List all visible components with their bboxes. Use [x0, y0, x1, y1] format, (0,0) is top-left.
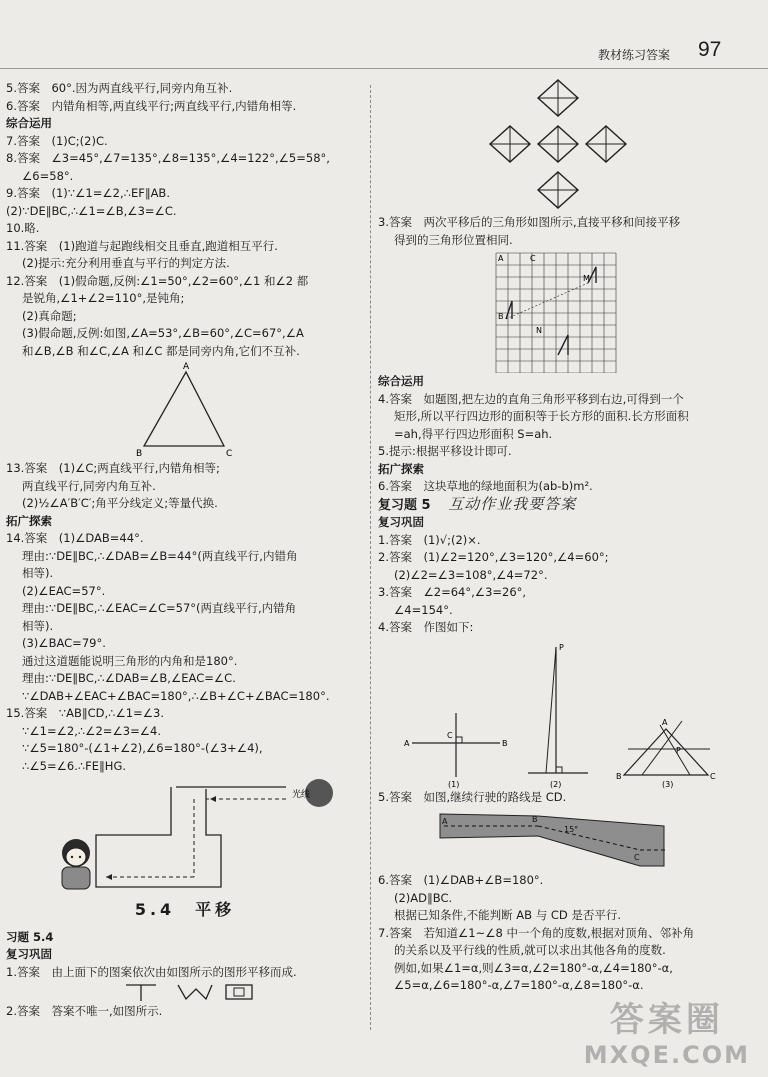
answer-line: 14.答案 (1)∠DAB=44°.: [6, 531, 144, 545]
grid-label-n: N: [536, 326, 542, 335]
answer-line: (2)½∠A′B′C′;角平分线定义;等量代换.: [22, 496, 218, 510]
construction-figure: [378, 637, 744, 789]
vertex-a: A: [183, 362, 190, 372]
answer-line: (3)∠BAC=79°.: [22, 636, 106, 650]
answer-line: 6.答案 (1)∠DAB+∠B=180°.: [378, 873, 544, 887]
boy-illustration: [62, 839, 90, 889]
answer-line: ∠6=58°.: [22, 168, 74, 183]
answer-line: ∵∠DAB+∠EAC+∠BAC=180°,∴∠B+∠C+∠BAC=180°.: [22, 688, 330, 703]
answer-line: 5.答案 60°.因为两直线平行,同旁内角互补.: [6, 81, 233, 95]
answer-line: 矩形,所以平行四边形的面积等于长方形的面积.长方形面积: [394, 409, 689, 423]
watermark-bottom: MXQE.COM: [583, 1041, 750, 1069]
road-label-a: A: [442, 817, 448, 826]
road-label-c: C: [634, 853, 640, 862]
answer-line: 3.答案 ∠2=64°,∠3=26°,: [378, 585, 527, 599]
grid-label-m: M: [583, 274, 590, 283]
translation-grid-figure: [378, 249, 744, 373]
answer-line: 例如,如果∠1=α,则∠3=α,∠2=180°-α,∠4=180°-α,: [394, 960, 673, 975]
answer-line: 得到的三角形位置相同.: [394, 232, 513, 247]
answer-line: ∴∠5=∠6.∴FE∥HG.: [22, 758, 127, 773]
answer-line: ∠4=154°.: [394, 602, 453, 617]
review-heading: 复习题 5: [378, 497, 431, 513]
fig2-caption: (2): [550, 779, 562, 789]
answer-line: 理由:∵DE∥BC,∴∠DAB=∠B,∠EAC=∠C.: [22, 671, 236, 685]
diamond-tile: [538, 172, 578, 208]
answer-line: (2)∠EAC=57°.: [22, 583, 106, 598]
light-path-figure: [6, 775, 364, 893]
answer-line: (2)∵DE∥BC,∴∠1=∠B,∠3=∠C.: [6, 203, 177, 218]
answer-line: 4.答案 作图如下:: [378, 620, 474, 634]
fig1-caption: (1): [448, 779, 460, 789]
fig1-label-a: A: [404, 738, 410, 748]
section-heading: 拓广探索: [378, 461, 424, 476]
diamond-tile: [586, 126, 626, 162]
answer-line: 和∠B,∠B 和∠C,∠A 和∠C 都是同旁内角,它们不互补.: [22, 343, 300, 358]
handwritten-note: 互动作业我要答案: [448, 494, 577, 513]
answer-line: 相等).: [22, 618, 54, 633]
fig2-label-p: P: [559, 642, 564, 652]
fig3-label-p: P: [676, 745, 681, 755]
exercise-heading: 习题 5.4: [6, 929, 54, 944]
answer-line: 13.答案 (1)∠C;两直线平行,内错角相等;: [6, 461, 220, 475]
triangle-figure: [6, 360, 364, 460]
diamond-tile: [538, 80, 578, 116]
answer-line: 9.答案 (1)∵∠1=∠2,∴EF∥AB.: [6, 186, 170, 200]
section-heading: 综合运用: [6, 116, 52, 130]
vertex-b: B: [136, 449, 143, 459]
answer-line: 1.答案 由上面下的图案依次由如图所示的图形平移而成.: [6, 964, 297, 979]
answer-line: 15.答案 ∵AB∥CD,∴∠1=∠3.: [6, 706, 165, 720]
answer-line: 6.答案 内错角相等,两直线平行;两直线平行,内错角相等.: [6, 98, 297, 113]
section-heading: 综合运用: [378, 374, 424, 388]
answer-line: 3.答案 两次平移后的三角形如图所示,直接平移和间接平移: [378, 215, 681, 229]
answer-line: 是锐角,∠1+∠2=110°,是钝角;: [22, 291, 185, 305]
section-title: 5.4 平移: [134, 900, 236, 919]
answer-line: ∵∠1=∠2,∴∠2=∠3=∠4.: [22, 723, 161, 738]
answer-line: 2.答案 答案不唯一,如图所示.: [6, 1004, 163, 1018]
review-heading-row: [378, 496, 744, 515]
answer-line: 6.答案 这块草地的绿地面积为(ab-b)m².: [378, 479, 593, 493]
answer-line: ∵∠5=180°-(∠1+∠2),∠6=180°-(∠3+∠4),: [22, 741, 263, 755]
section-heading: 拓广探索: [6, 513, 52, 528]
answer-line: (3)假命题,反例:如图,∠A=53°,∠B=60°,∠C=67°,∠A: [22, 326, 304, 340]
fig1-label-c: C: [447, 730, 453, 740]
answer-line: 5.答案 如图,继续行驶的路线是 CD.: [378, 789, 567, 804]
watermark-top: 答案圈: [609, 1000, 724, 1040]
fig3-caption: (3): [662, 779, 674, 789]
answer-line: 10.略.: [6, 221, 40, 235]
light-label: 光线: [292, 790, 311, 800]
answer-line: 4.答案 如题图,把左边的直角三角形平移到右边,可得到一个: [378, 391, 684, 406]
left-column: [6, 80, 364, 1021]
road-label-b: B: [532, 815, 538, 824]
right-column: [378, 78, 744, 995]
road-angle-label: 15°: [564, 825, 579, 834]
header-title: 教材练习答案: [598, 48, 671, 62]
translation-shapes-figure: [6, 981, 364, 1003]
answer-line: (2)提示:充分利用垂直与平行的判定方法.: [22, 256, 230, 270]
answer-line: ∠5=α,∠6=180°-α,∠7=180°-α,∠8=180°-α.: [394, 978, 644, 992]
fig3-label-a: A: [662, 717, 668, 727]
answer-line: 两直线平行,同旁内角互补.: [22, 478, 156, 493]
answer-line: =ah,得平行四边形面积 S=ah.: [394, 426, 553, 441]
answer-line: (2)AD∥BC.: [394, 890, 453, 905]
answer-line: 根据已知条件,不能判断 AB 与 CD 是否平行.: [394, 908, 622, 922]
diamond-pattern-figure: [378, 78, 744, 214]
answer-line: 7.答案 若知道∠1~∠8 中一个角的度数,根据对顶角、邻补角: [378, 925, 695, 940]
answer-line: 5.提示:根据平移设计即可.: [378, 444, 512, 458]
diamond-tile: [538, 126, 578, 162]
diamond-tile: [490, 126, 530, 162]
answer-line: 12.答案 (1)假命题,反例:∠1=50°,∠2=60°,∠1 和∠2 都: [6, 273, 309, 288]
vertex-c: C: [226, 449, 233, 459]
answer-line: 7.答案 (1)C;(2)C.: [6, 133, 108, 148]
answer-line: (2)真命题;: [22, 308, 77, 323]
answer-line: 8.答案 ∠3=45°,∠7=135°,∠8=135°,∠4=122°,∠5=58°,: [6, 151, 330, 165]
fig3-label-c: C: [710, 771, 716, 781]
answer-line: 相等).: [22, 566, 54, 580]
section-heading: 复习巩固: [378, 515, 424, 529]
watermark: [584, 992, 750, 1069]
grid-label-b: B: [498, 312, 504, 321]
answer-line: 理由:∵DE∥BC,∴∠DAB=∠B=44°(两直线平行,内错角: [22, 548, 298, 563]
section-heading: 复习巩固: [6, 947, 52, 961]
fig1-label-b: B: [502, 738, 508, 748]
answer-line: 通过这道题能说明三角形的内角和是180°.: [22, 653, 238, 668]
road-figure: [378, 806, 744, 872]
column-divider: [370, 85, 371, 1030]
answer-line: 11.答案 (1)跑道与起跑线相交且垂直,跑道相互平行.: [6, 238, 278, 253]
grid-label-c: C: [530, 254, 536, 263]
answer-line: 理由:∵DE∥BC,∴∠EAC=∠C=57°(两直线平行,内错角: [22, 601, 297, 615]
answer-line: (2)∠2=∠3=108°,∠4=72°.: [394, 567, 548, 582]
page-number: 97: [698, 38, 722, 61]
answer-line: 1.答案 (1)√;(2)×.: [378, 532, 481, 547]
grid-label-a: A: [498, 254, 504, 263]
answer-line: 2.答案 (1)∠2=120°,∠3=120°,∠4=60°;: [378, 550, 609, 564]
answer-line: 的关系以及平行线的性质,就可以求出其他各角的度数.: [394, 943, 666, 957]
header-rule: [0, 68, 768, 69]
fig3-label-b: B: [616, 771, 622, 781]
